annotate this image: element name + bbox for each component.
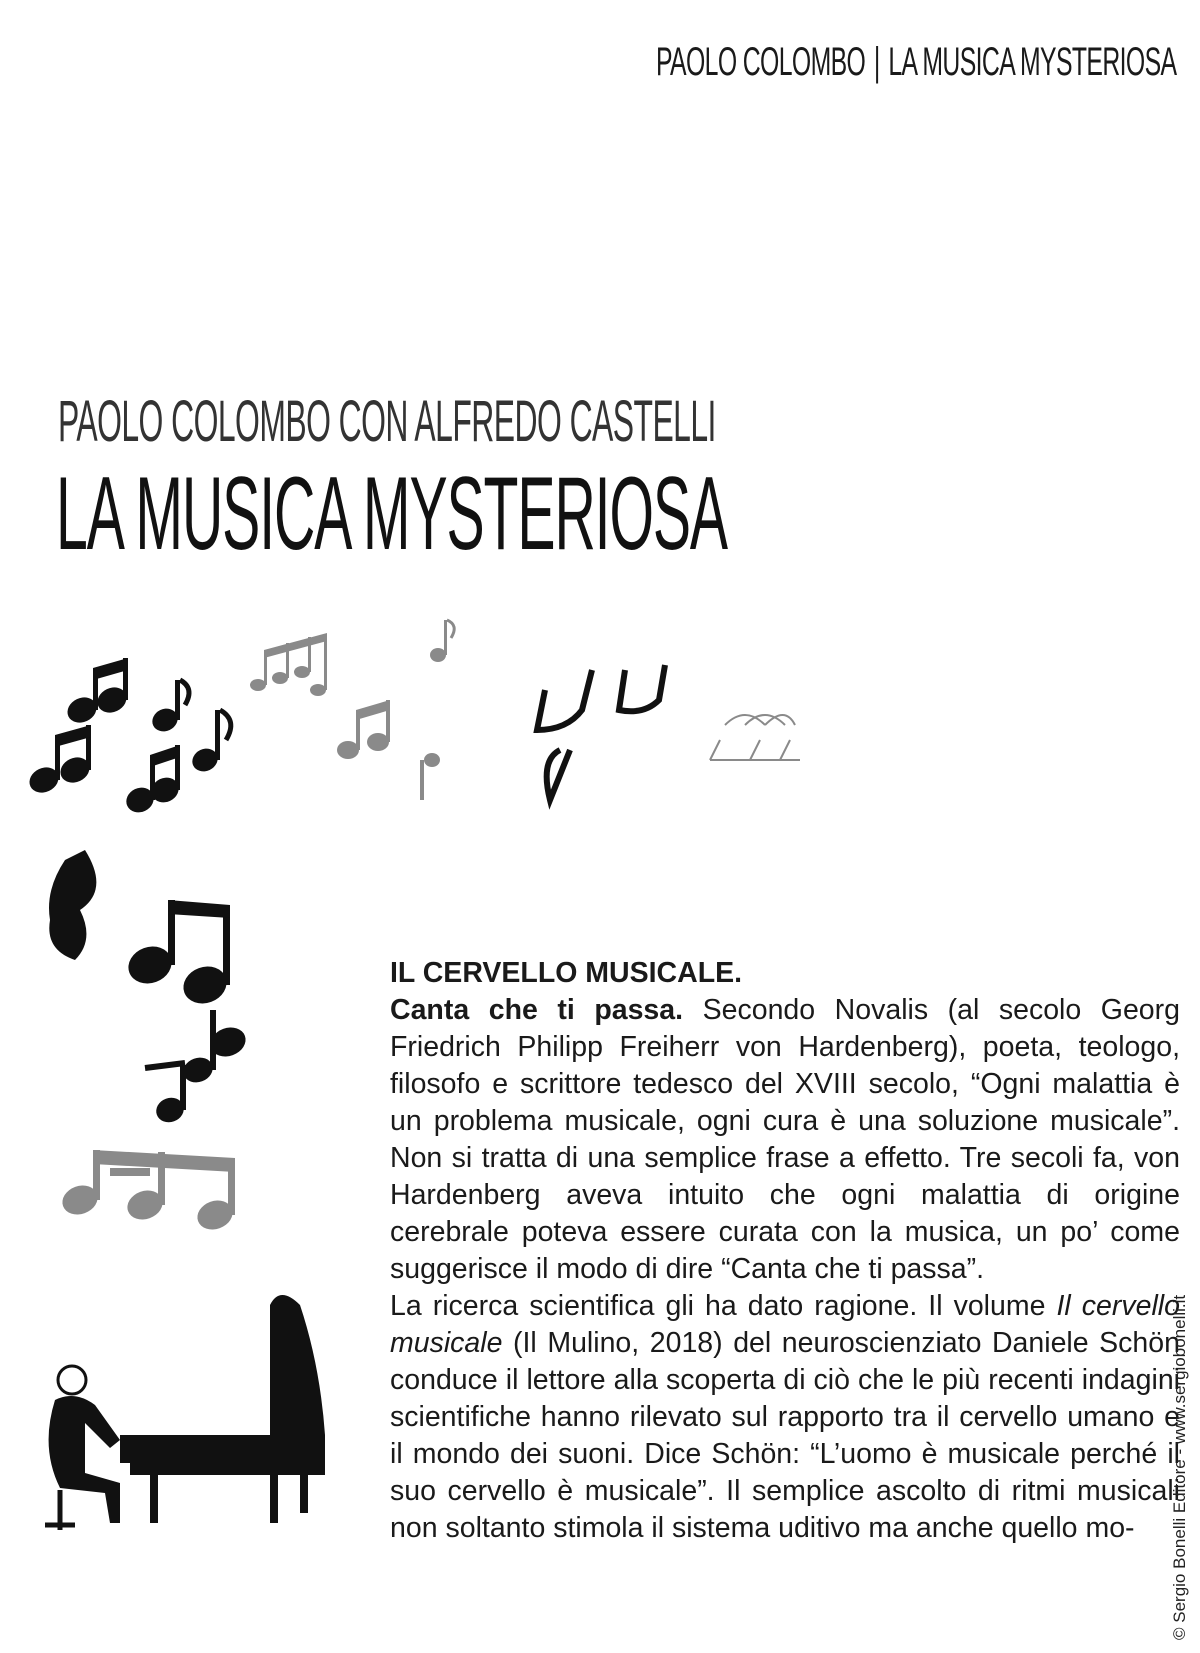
running-head-separator: |: [873, 40, 880, 84]
sketch-notes-icon: [710, 715, 800, 760]
note-cluster-black-icon: [25, 658, 230, 817]
article-paragraph-2-text: (Il Mulino, 2018) del neuroscienziato Daniele Schön conduce il lettore alla scoperta di ciò che le più recenti indagini scientifiche hanno rilevato sul rapporto tra il cervello umano e il mondo dei suoni. Dice Schön: “L’uomo è musicale perché il suo cervello è musicale”. Il semplice ascolto di ritmi musicali non soltanto stimola il sistema uditivo ma anche quello mo-: [390, 1327, 1180, 1544]
running-head-author: PAOLO COLOMBO: [655, 40, 865, 84]
article-body: [390, 955, 1180, 1547]
article-lead: Canta che ti passa.: [390, 994, 684, 1026]
note-cluster-gray-icon: [250, 620, 454, 800]
gray-beamed-notes-icon: [58, 1150, 236, 1234]
running-head: [656, 40, 1176, 85]
article-paragraph-1-text: Secondo Novalis (al secolo Georg Friedrich Philipp Freiherr von Hardenberg), poeta, teologo, filosofo e scrittore tedesco del XVIII secolo, “Ogni malattia è un problema musicale, ogni cura è una soluzione musicale”. Non si tratta di una semplice frase a effetto. Tre secoli fa, von Hardenberg aveva intuito che ogni malattia di origine cerebrale poteva essere curata con la musica, un po’ come suggerisce il modo di dire “Canta che ti passa”.: [390, 994, 1180, 1285]
article-paragraph-1: [390, 992, 1180, 1288]
copyright-notice: © Sergio Bonelli Editore - www.sergiobonelli.it: [1170, 1294, 1189, 1640]
script-notes-icon: [537, 665, 665, 800]
running-head-title: LA MUSICA MYSTERIOSA: [887, 40, 1176, 84]
big-notes-icon: [49, 850, 250, 1126]
book-title: Il cervello musicale: [390, 1290, 1180, 1359]
pianist-illustration: [45, 1295, 325, 1530]
article-paragraph-2: [390, 1288, 1180, 1547]
page-title: LA MUSICA MYSTERIOSA: [56, 456, 727, 572]
article-heading: IL CERVELLO MUSICALE.: [390, 957, 743, 989]
article-paragraph-2-start: La ricerca scientifica gli ha dato ragione. Il volume: [390, 1290, 1057, 1322]
byline: PAOLO COLOMBO CON ALFREDO CASTELLI: [58, 389, 716, 454]
